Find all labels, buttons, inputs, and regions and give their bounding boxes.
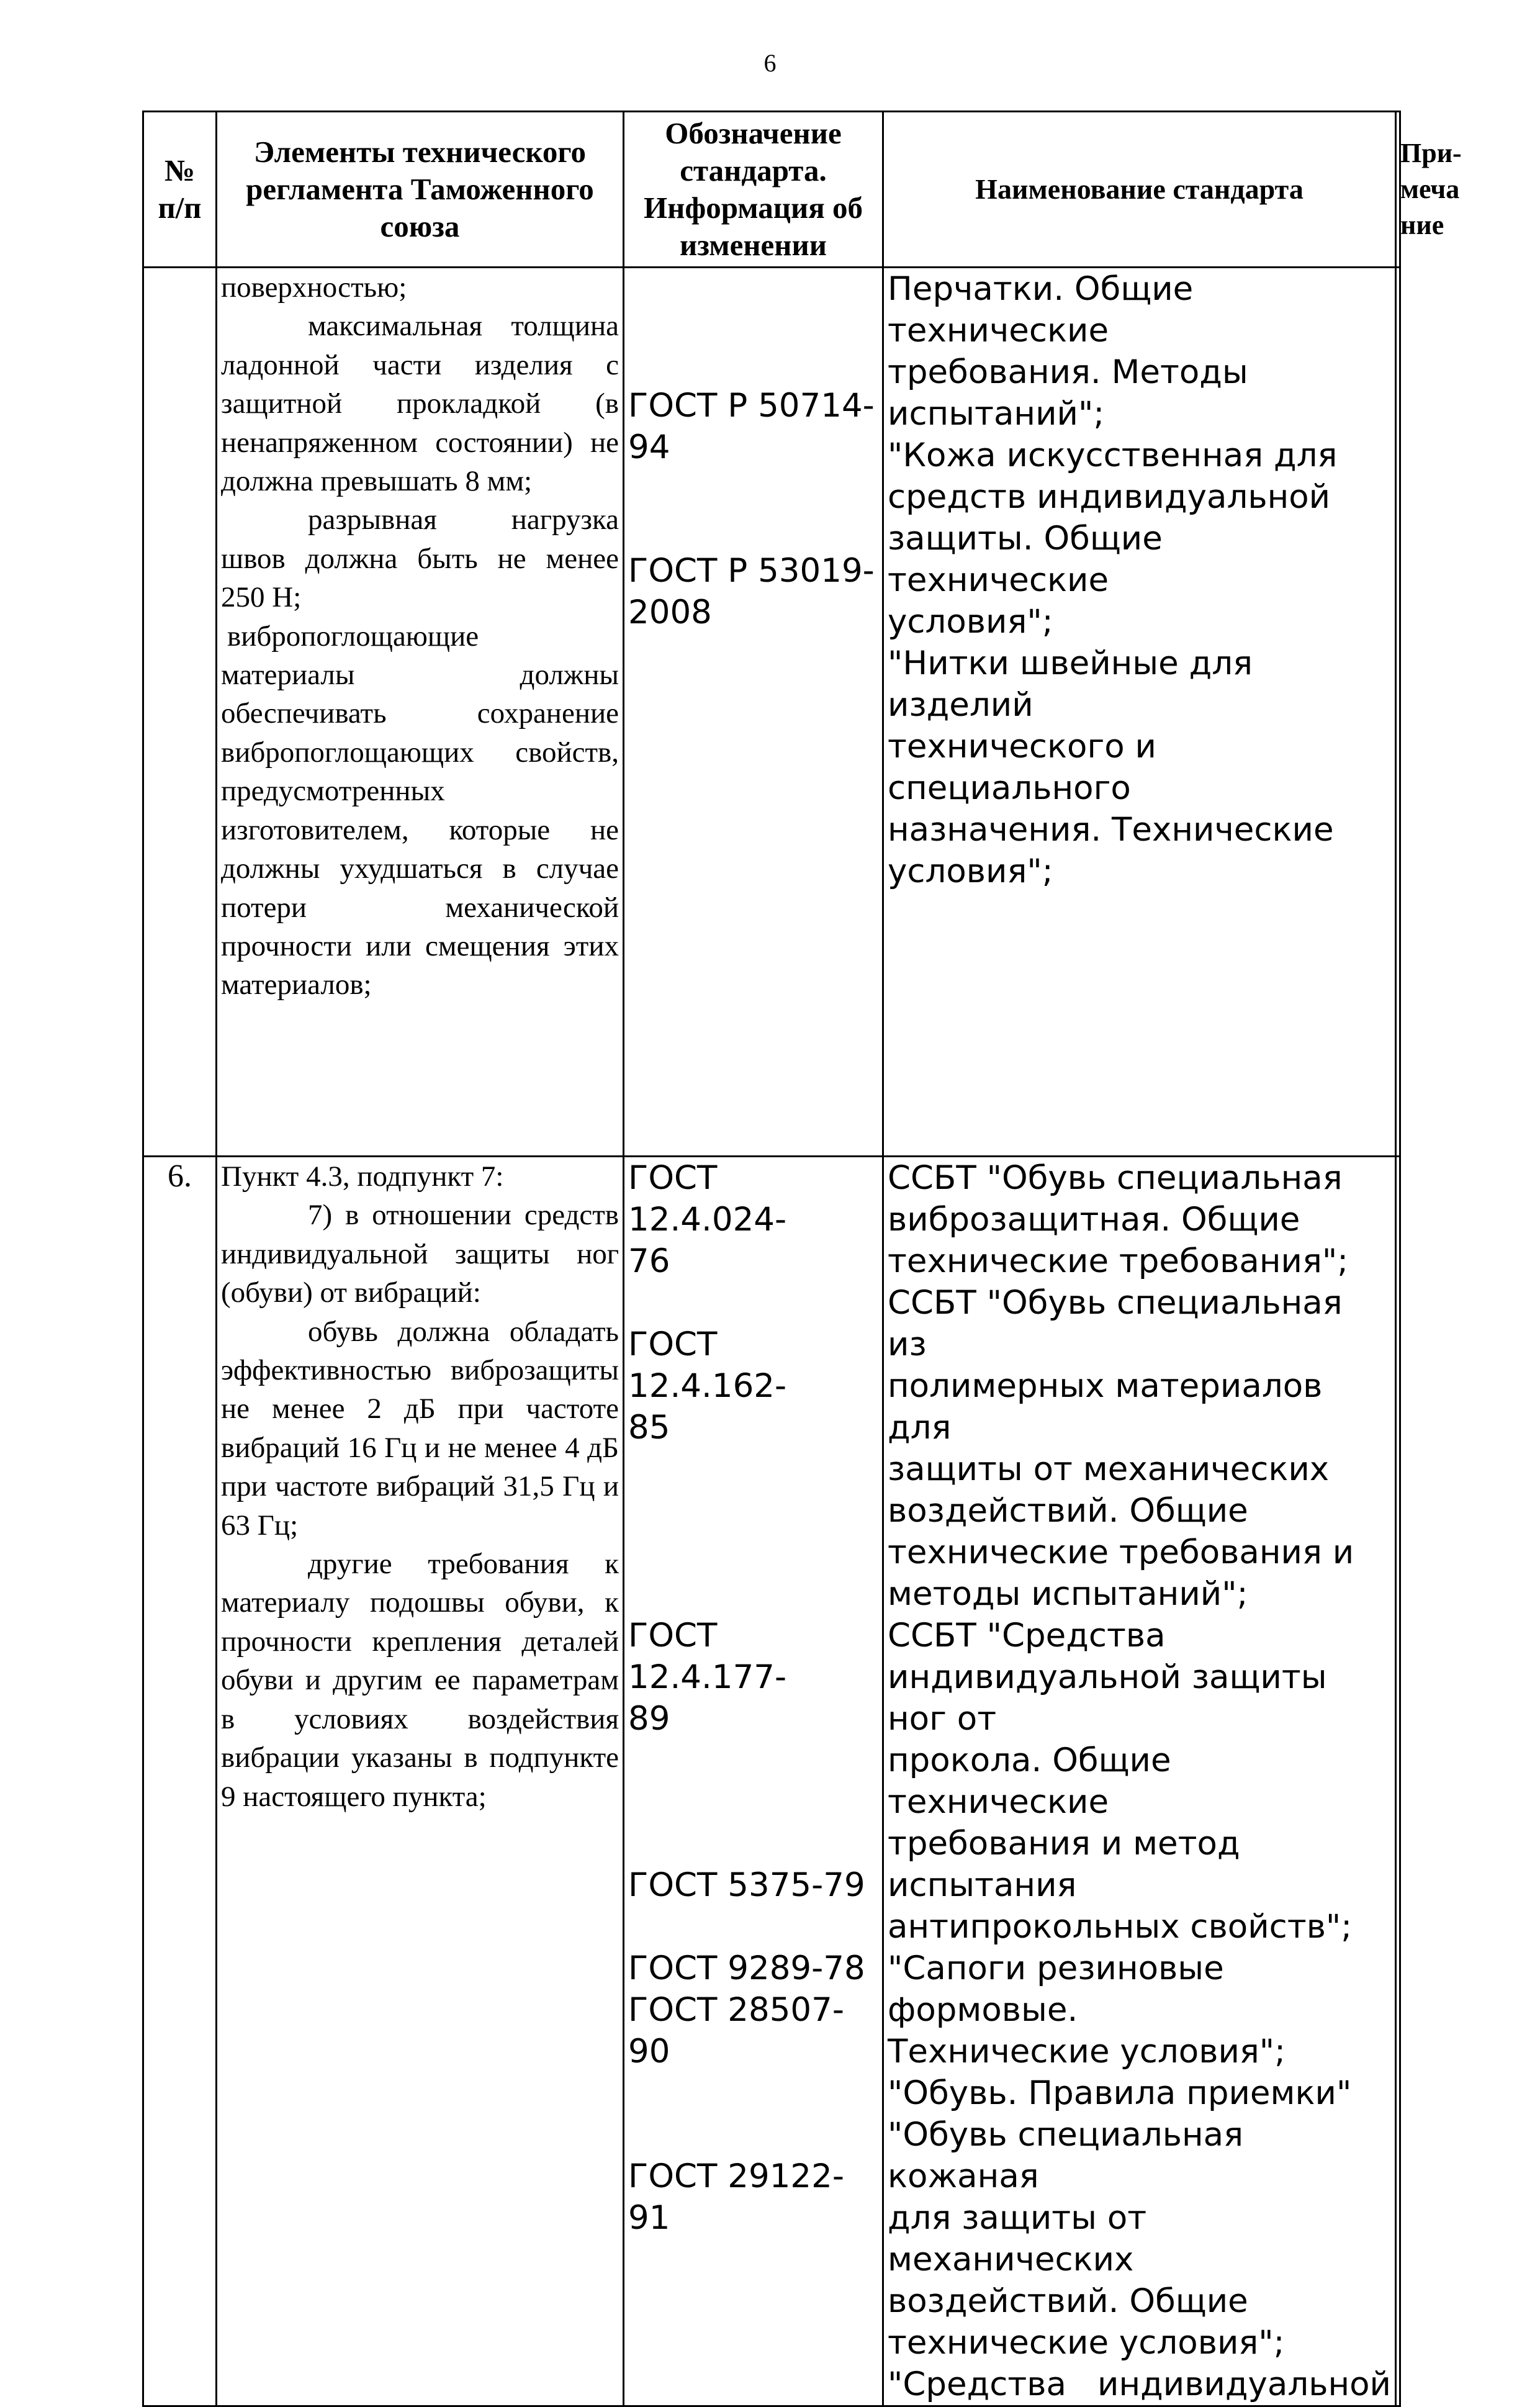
standard-name: Перчатки. Общие технические требования. Методы испытаний";: [888, 270, 1248, 433]
standard-name: ССБТ "Средства индивидуальной защиты ног от прокола. Общие технические требования и метод испытания антипрокольных свойств";: [888, 1617, 1353, 1946]
table-row: [143, 1157, 1400, 2406]
element-text: другие требования к материалу подошвы обуви, к прочности крепления деталей обуви и другим ее параметрам в условиях воздействия вибрации указаны в подпункте 9 настоящего пункта;: [221, 1548, 619, 1813]
standard-name: "Кожа искусственная для средств индивидуальной защиты. Общие технические условия";: [888, 436, 1338, 641]
standards-table: [142, 111, 1462, 2407]
standard-name: "Нитки швейные для изделий технического и специального назначения. Технические условия";: [888, 644, 1334, 890]
standard-name: "Обувь. Правила приемки": [888, 2074, 1352, 2112]
element-text: Пункт 4.3, подпункт 7:: [221, 1160, 504, 1193]
element-text: 7) в отношении средств индивидуальной защиты ног (обуви) от вибраций:: [221, 1199, 619, 1309]
header-designation: Обозначение стандарта. Информация об изменении: [624, 112, 883, 268]
standard-designation: ГОСТ 12.4.024- 76: [628, 1159, 787, 1280]
standard-name: ССБТ "Обувь специальная из полимерных материалов для защиты от механических воздействий. Общие технические требования и методы испытаний";: [888, 1284, 1354, 1613]
standard-designation: ГОСТ 9289-78: [628, 1949, 865, 1987]
standard-designation: ГОСТ 5375-79: [628, 1866, 865, 1904]
standard-designation: ГОСТ 28507-90: [628, 1991, 844, 2071]
note-cell: [1396, 268, 1400, 1157]
designation-cell: [624, 268, 883, 1157]
standard-name: "Средства индивидуальной: [888, 2365, 1391, 2403]
element-text: максимальная толщина ладонной части изделия с защитной прокладкой (в ненапряженном состоянии) не должна превышать 8 мм;: [221, 310, 619, 498]
element-text: разрывная нагрузка швов должна быть не менее 250 Н;: [221, 504, 619, 614]
table-row: [143, 268, 1400, 1157]
row-number: [143, 268, 217, 1157]
standard-name: "Сапоги резиновые формовые. Технические условия";: [888, 1949, 1286, 2071]
standard-name: ССБТ "Обувь специальная виброзащитная. Общие технические требования";: [888, 1159, 1349, 1280]
header-elements: Элементы технического регламента Таможенного союза: [217, 112, 624, 268]
standard-designation: ГОСТ 12.4.162- 85: [628, 1325, 787, 1447]
standard-designation: ГОСТ 29122-91: [628, 2157, 844, 2237]
designation-cell: [624, 1157, 883, 2406]
standard-designation: ГОСТ 12.4.177- 89: [628, 1617, 787, 1738]
elements-cell: [217, 1157, 624, 2406]
element-text: поверхностью;: [221, 271, 407, 304]
standard-name-cell: [883, 268, 1396, 1157]
standard-designation: ГОСТ Р 50714- 94: [628, 387, 875, 466]
elements-cell: [217, 268, 624, 1157]
standard-name-cell: [883, 1157, 1396, 2406]
table-header-row: [143, 112, 1400, 268]
element-text: обувь должна обладать эффективностью виброзащиты не менее 2 дБ при частоте вибраций 16 Гц и не менее 4 дБ при частоте вибраций 31,5 Гц и 63 Гц;: [221, 1315, 619, 1542]
element-text: вибропоглощающие материалы должны обеспечивать сохранение вибропоглощающих свойств, предусмотренных изготовителем, которые не должны ухудшаться в случае потери механической прочности или смещения этих материалов;: [221, 620, 619, 1001]
standard-name: "Обувь специальная кожаная для защиты от механических воздействий. Общие технические условия";: [888, 2116, 1285, 2362]
page-number: 6: [763, 49, 777, 77]
standard-designation: ГОСТ Р 53019- 2008: [628, 552, 875, 631]
note-cell: [1396, 1157, 1400, 2406]
header-num: № п/п: [143, 112, 217, 268]
header-name: Наименование стандарта: [883, 112, 1396, 268]
header-note: При-меча ние: [1396, 112, 1400, 268]
row-number: 6.: [143, 1157, 217, 2406]
